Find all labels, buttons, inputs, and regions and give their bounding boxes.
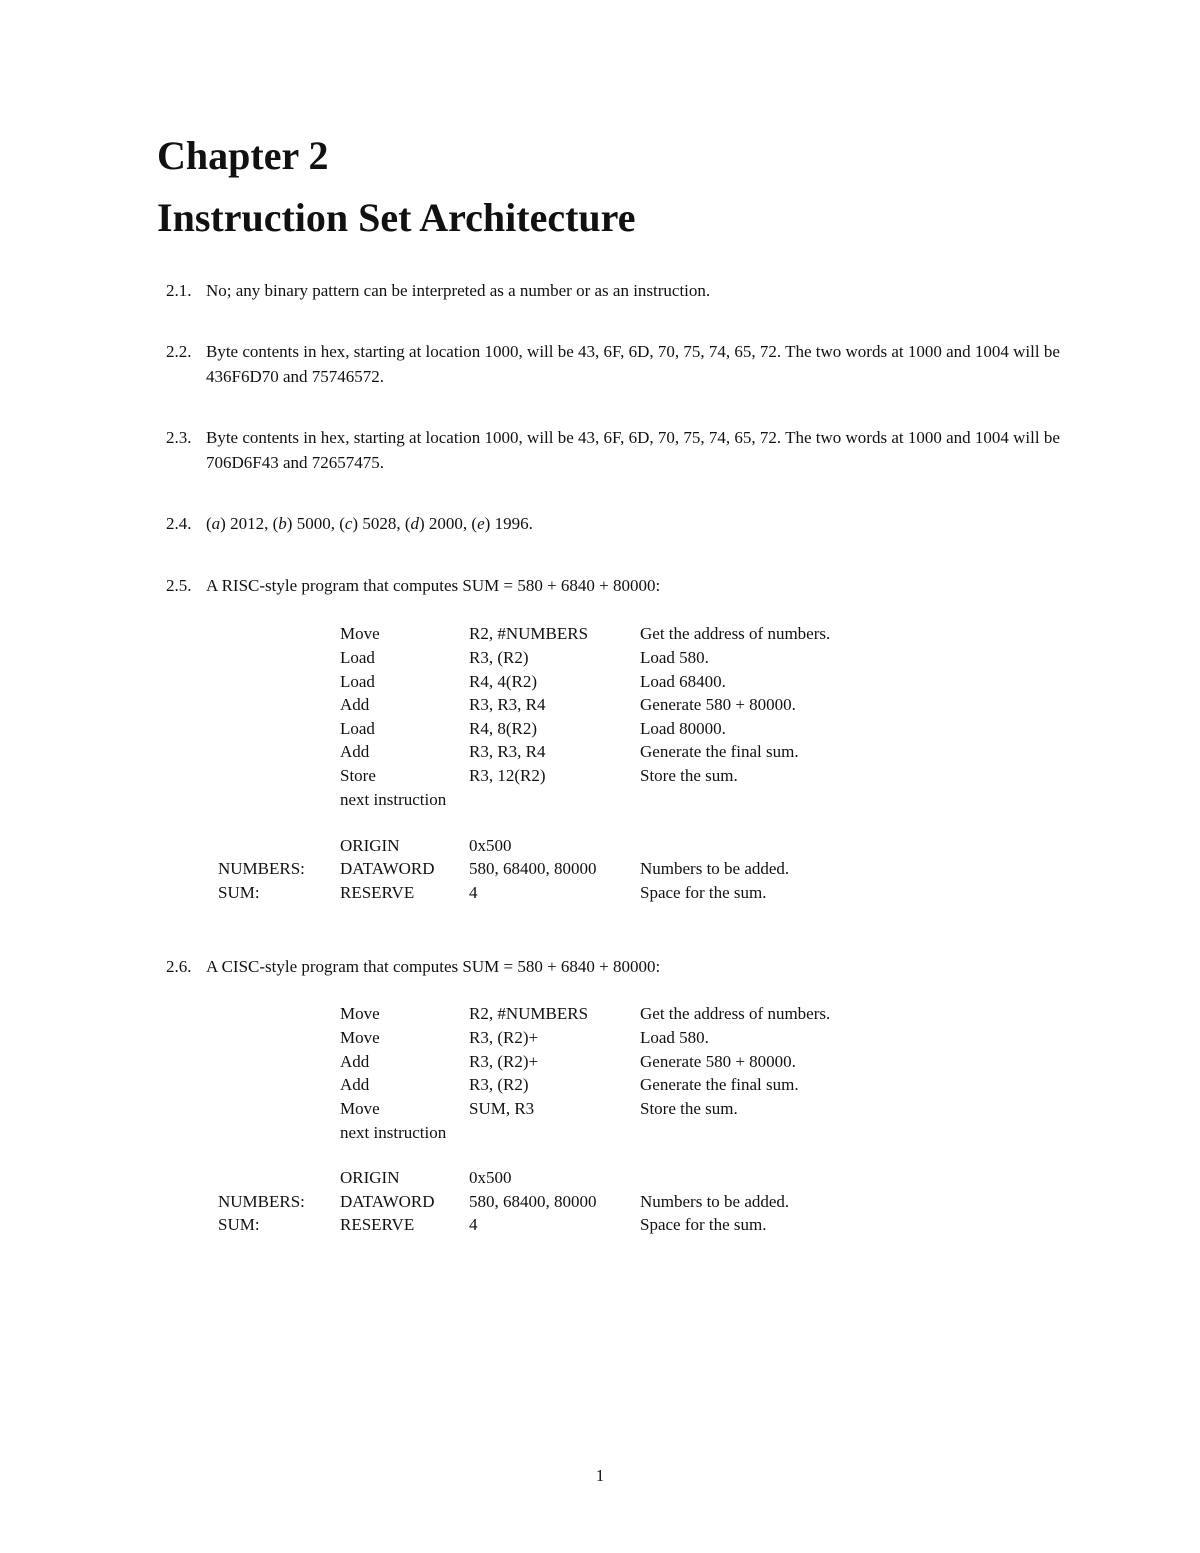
problem-number: 2.3.	[166, 428, 192, 447]
code-operands: R4, 4(R2)	[469, 672, 537, 691]
code-comment: Generate the final sum.	[640, 1075, 799, 1094]
code-line	[0, 1213, 1200, 1236]
problem-answer: Byte contents in hex, starting at location 1000, will be 43, 6F, 6D, 70, 75, 74, 65, 72. The two words at 1000 and 1004 will be 436F6D70 and 75746572.	[206, 342, 1060, 386]
code-comment: Get the address of numbers.	[640, 1004, 831, 1023]
code-comment: Load 580.	[640, 1028, 709, 1047]
problem-2-5	[166, 573, 1066, 598]
code-operands: R4, 8(R2)	[469, 719, 537, 738]
code-op: Add	[340, 695, 370, 714]
code-op: Load	[340, 719, 375, 738]
code-line	[0, 881, 1200, 904]
code-op: Load	[340, 672, 375, 691]
code-op: Move	[340, 1004, 380, 1023]
code-op: RESERVE	[340, 883, 415, 902]
code-operands: R3, R3, R4	[469, 742, 546, 761]
code-operands: R3, (R2)	[469, 648, 529, 667]
code-comment: Load 80000.	[640, 719, 726, 738]
code-op: Move	[340, 1028, 380, 1047]
code-operands: 0x500	[469, 836, 512, 855]
code-op: Add	[340, 1052, 370, 1071]
code-comment: Load 580.	[640, 648, 709, 667]
code-op: DATAWORD	[340, 1192, 435, 1211]
code-line	[0, 788, 1200, 811]
code-line	[0, 1002, 1200, 1025]
code-op: Store	[340, 766, 376, 785]
code-operands: R2, #NUMBERS	[469, 1004, 589, 1023]
code-comment: Generate 580 + 80000.	[640, 1052, 796, 1071]
code-line	[0, 1190, 1200, 1213]
code-comment: Store the sum.	[640, 1099, 738, 1118]
chapter-number: Chapter 2	[157, 133, 329, 178]
code-line	[0, 693, 1200, 716]
code-op: Add	[340, 742, 370, 761]
code-operands: 4	[469, 883, 478, 902]
code-line	[0, 857, 1200, 880]
code-line	[0, 1050, 1200, 1073]
part-b-value: 5000,	[292, 514, 340, 533]
code-line	[0, 670, 1200, 693]
part-b-label: b	[278, 514, 287, 533]
page-number: 1	[595, 1466, 605, 1485]
problem-2-2	[166, 339, 1066, 389]
problem-answer: No; any binary pattern can be interpreted as a number or as an instruction.	[206, 281, 711, 300]
code-op: Move	[340, 1099, 380, 1118]
part-d-value: 2000,	[424, 514, 472, 533]
chapter-title: Instruction Set Architecture	[157, 195, 636, 240]
part-e-label: e	[477, 514, 485, 533]
code-op: Add	[340, 1075, 370, 1094]
code-line	[0, 1073, 1200, 1096]
problem-answer: A CISC-style program that computes SUM = 580 + 6840 + 80000:	[206, 957, 661, 976]
problem-number: 2.6.	[166, 957, 192, 976]
part-a-value: 2012,	[225, 514, 273, 533]
code-line	[0, 764, 1200, 787]
problem-number: 2.5.	[166, 576, 192, 595]
code-operands: 4	[469, 1215, 478, 1234]
code-operands: R2, #NUMBERS	[469, 624, 589, 643]
code-comment: Generate 580 + 80000.	[640, 695, 796, 714]
code-comment: Load 68400.	[640, 672, 726, 691]
problem-2-1	[166, 278, 1066, 303]
code-comment: Numbers to be added.	[640, 1192, 790, 1211]
code-label: SUM:	[218, 1215, 260, 1234]
problem-number: 2.2.	[166, 342, 192, 361]
code-line	[0, 646, 1200, 669]
code-comment: Space for the sum.	[640, 1215, 767, 1234]
code-op: next instruction	[340, 790, 447, 809]
code-line	[0, 1166, 1200, 1189]
problem-answer: Byte contents in hex, starting at location 1000, will be 43, 6F, 6D, 70, 75, 74, 65, 72. The two words at 1000 and 1004 will be 706D6F43 and 72657475.	[206, 428, 1060, 472]
code-op: next instruction	[340, 1123, 447, 1142]
code-line	[0, 622, 1200, 645]
code-operands: R3, 12(R2)	[469, 766, 546, 785]
code-op: Move	[340, 624, 380, 643]
code-line	[0, 1026, 1200, 1049]
code-comment: Space for the sum.	[640, 883, 767, 902]
code-operands: 580, 68400, 80000	[469, 859, 597, 878]
code-label: NUMBERS:	[218, 859, 305, 878]
code-comment: Numbers to be added.	[640, 859, 790, 878]
code-line	[0, 717, 1200, 740]
code-op: ORIGIN	[340, 836, 400, 855]
code-operands: R3, R3, R4	[469, 695, 546, 714]
code-line	[0, 1121, 1200, 1144]
code-op: RESERVE	[340, 1215, 415, 1234]
code-operands: R3, (R2)+	[469, 1052, 539, 1071]
problem-2-6	[166, 954, 1066, 979]
code-op: ORIGIN	[340, 1168, 400, 1187]
problem-2-4	[166, 511, 1066, 536]
code-comment: Store the sum.	[640, 766, 738, 785]
problem-number: 2.4.	[166, 514, 192, 533]
code-operands: R3, (R2)+	[469, 1028, 539, 1047]
part-d-label: d	[410, 514, 419, 533]
code-line	[0, 740, 1200, 763]
code-op: Load	[340, 648, 375, 667]
code-operands: SUM, R3	[469, 1099, 535, 1118]
code-label: NUMBERS:	[218, 1192, 305, 1211]
code-label: SUM:	[218, 883, 260, 902]
part-e-value: 1996.	[490, 514, 533, 533]
code-comment: Get the address of numbers.	[640, 624, 831, 643]
problem-number: 2.1.	[166, 281, 192, 300]
problem-answer: A RISC-style program that computes SUM = 580 + 6840 + 80000:	[206, 576, 661, 595]
code-line	[0, 834, 1200, 857]
code-line	[0, 1097, 1200, 1120]
code-operands: 580, 68400, 80000	[469, 1192, 597, 1211]
code-operands: R3, (R2)	[469, 1075, 529, 1094]
problem-answer: (a) 2012, (b) 5000, (c) 5028, (d) 2000, (e) 1996.	[206, 514, 533, 533]
part-c-label: c	[344, 514, 353, 533]
code-operands: 0x500	[469, 1168, 512, 1187]
problem-2-3	[166, 425, 1066, 475]
code-op: DATAWORD	[340, 859, 435, 878]
part-a-label: a	[211, 514, 221, 533]
code-comment: Generate the final sum.	[640, 742, 799, 761]
part-c-value: 5028,	[358, 514, 405, 533]
